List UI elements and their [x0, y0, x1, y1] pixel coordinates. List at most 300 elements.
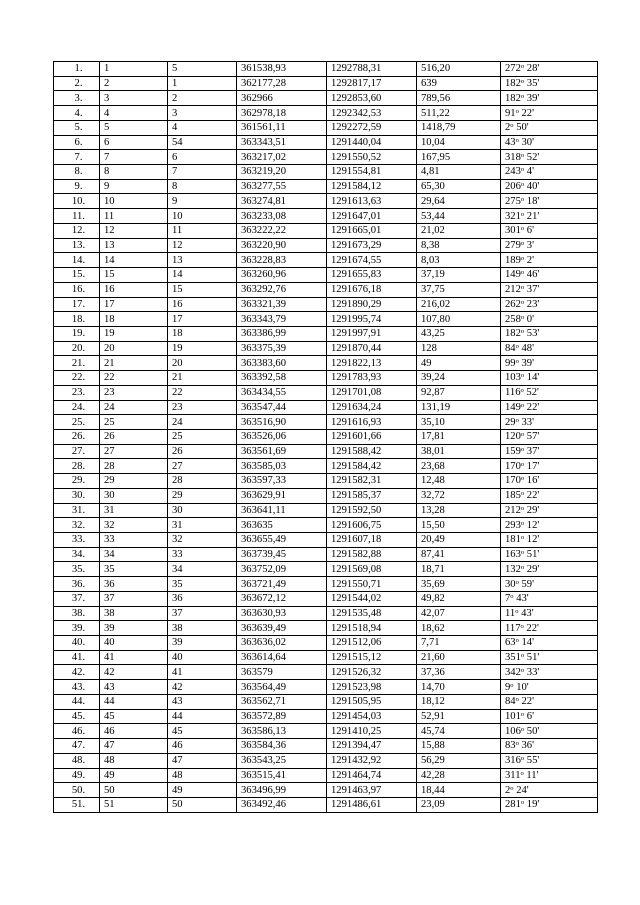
bearing-degrees: 11 [505, 607, 516, 619]
bearing-minutes: 18' [526, 195, 540, 207]
row-number-cell: 35. [54, 562, 100, 577]
coord-y-cell: 1291592,50 [327, 503, 417, 518]
point-from-cell: 38 [100, 606, 168, 621]
distance-cell: 52,91 [417, 709, 501, 724]
table-row [54, 577, 598, 592]
table-row [54, 739, 598, 754]
bearing-degrees: 29 [505, 416, 516, 428]
coord-y-cell: 1291997,91 [327, 326, 417, 341]
bearing-degrees: 181 [505, 534, 521, 546]
bearing-degrees: 321 [505, 210, 521, 222]
row-number-cell: 8. [54, 165, 100, 180]
degree-sign: o [515, 740, 519, 748]
point-from-cell: 2 [100, 76, 168, 91]
distance-cell: 65,30 [417, 179, 501, 194]
bearing-minutes: 6' [526, 225, 535, 237]
point-to-cell: 43 [168, 694, 237, 709]
degree-sign: o [520, 151, 525, 159]
bearing-minutes: 21' [526, 210, 540, 222]
point-from-cell: 19 [100, 326, 168, 341]
bearing-cell [501, 606, 598, 621]
bearing-cell [501, 621, 598, 636]
point-from-cell: 49 [100, 768, 168, 783]
bearing-degrees: 258 [505, 313, 521, 325]
point-from-cell: 10 [100, 194, 168, 209]
coord-x-cell: 363496,99 [237, 783, 327, 798]
coord-x-cell: 363672,12 [237, 591, 327, 606]
table-row [54, 106, 598, 121]
row-number-cell: 48. [54, 753, 100, 768]
point-from-cell: 44 [100, 694, 168, 709]
bearing-degrees: 262 [505, 298, 521, 310]
bearing-minutes: 35' [526, 78, 540, 90]
distance-cell: 49 [417, 356, 501, 371]
coord-x-cell: 363321,39 [237, 297, 327, 312]
distance-cell: 516,20 [417, 62, 501, 77]
bearing-cell [501, 577, 598, 592]
bearing-minutes: 52' [526, 387, 539, 399]
bearing-degrees: 120 [505, 431, 521, 443]
degree-sign: o [515, 416, 519, 424]
degree-sign: o [520, 166, 525, 174]
coord-y-cell: 1291673,29 [327, 238, 417, 253]
table-row [54, 297, 598, 312]
degree-sign: o [520, 563, 525, 571]
distance-cell: 789,56 [417, 91, 501, 106]
coord-x-cell: 363561,69 [237, 444, 327, 459]
point-from-cell: 29 [100, 474, 168, 489]
point-from-cell: 43 [100, 680, 168, 695]
point-to-cell: 32 [168, 533, 237, 548]
bearing-cell [501, 371, 598, 386]
table-row [54, 120, 598, 135]
bearing-cell [501, 238, 598, 253]
coord-y-cell: 1292817,17 [327, 76, 417, 91]
coord-y-cell: 1291783,93 [327, 371, 417, 386]
row-number-cell: 43. [54, 680, 100, 695]
point-to-cell: 22 [168, 385, 237, 400]
bearing-cell [501, 444, 598, 459]
point-to-cell: 3 [168, 106, 237, 121]
point-to-cell: 49 [168, 783, 237, 798]
coord-y-cell: 1291582,88 [327, 547, 417, 562]
coord-y-cell: 1291588,42 [327, 444, 417, 459]
coord-x-cell: 363564,49 [237, 680, 327, 695]
degree-sign: o [520, 446, 525, 454]
coord-x-cell: 363516,90 [237, 415, 327, 430]
coord-x-cell: 363217,02 [237, 150, 327, 165]
row-number-cell: 49. [54, 768, 100, 783]
bearing-minutes: 29' [526, 563, 540, 575]
bearing-cell [501, 636, 598, 651]
point-to-cell: 31 [168, 518, 237, 533]
degree-sign: o [520, 195, 525, 203]
distance-cell: 35,69 [417, 577, 501, 592]
bearing-degrees: 316 [505, 755, 521, 767]
row-number-cell: 28. [54, 459, 100, 474]
bearing-cell [501, 533, 598, 548]
degree-sign: o [520, 490, 525, 498]
coord-x-cell: 363292,76 [237, 282, 327, 297]
coord-x-cell: 363739,45 [237, 547, 327, 562]
distance-cell: 639 [417, 76, 501, 91]
row-number-cell: 6. [54, 135, 100, 150]
degree-sign: o [520, 710, 525, 718]
bearing-degrees: 212 [505, 504, 521, 516]
coord-y-cell: 1291601,66 [327, 429, 417, 444]
bearing-minutes: 55' [526, 755, 540, 767]
bearing-minutes: 4' [526, 166, 535, 178]
bearing-cell [501, 253, 598, 268]
point-from-cell: 7 [100, 150, 168, 165]
row-number-cell: 51. [54, 797, 100, 812]
bearing-degrees: 149 [505, 401, 521, 413]
point-from-cell: 28 [100, 459, 168, 474]
row-number-cell: 46. [54, 724, 100, 739]
coord-y-cell: 1291432,92 [327, 753, 417, 768]
table-row [54, 503, 598, 518]
distance-cell: 37,75 [417, 282, 501, 297]
row-number-cell: 47. [54, 739, 100, 754]
degree-sign: o [520, 298, 525, 306]
table-row [54, 76, 598, 91]
degree-sign: o [520, 622, 524, 630]
row-number-cell: 32. [54, 518, 100, 533]
coord-x-cell: 363629,91 [237, 488, 327, 503]
coord-x-cell: 363515,41 [237, 768, 327, 783]
degree-sign: o [520, 63, 525, 71]
distance-cell: 511,22 [417, 106, 501, 121]
bearing-degrees: 342 [505, 666, 521, 678]
coord-x-cell: 363492,46 [237, 797, 327, 812]
point-from-cell: 45 [100, 709, 168, 724]
point-from-cell: 6 [100, 135, 168, 150]
point-from-cell: 12 [100, 223, 168, 238]
bearing-minutes: 51' [526, 652, 540, 664]
degree-sign: o [515, 578, 519, 586]
distance-cell: 7,71 [417, 636, 501, 651]
table-row [54, 356, 598, 371]
degree-sign: o [520, 401, 525, 409]
distance-cell: 56,29 [417, 753, 501, 768]
bearing-minutes: 29' [526, 504, 540, 516]
point-to-cell: 21 [168, 371, 237, 386]
bearing-minutes: 36' [521, 740, 535, 752]
point-from-cell: 35 [100, 562, 168, 577]
point-to-cell: 39 [168, 636, 237, 651]
degree-sign: o [520, 239, 525, 247]
coord-y-cell: 1291569,08 [327, 562, 417, 577]
bearing-minutes: 23' [526, 298, 540, 310]
degree-sign: o [520, 475, 525, 483]
table-row [54, 709, 598, 724]
point-from-cell: 25 [100, 415, 168, 430]
point-to-cell: 45 [168, 724, 237, 739]
coord-x-cell: 363562,71 [237, 694, 327, 709]
degree-sign: o [515, 343, 519, 351]
bearing-cell [501, 209, 598, 224]
bearing-degrees: 351 [505, 652, 521, 664]
degree-sign: o [520, 460, 525, 468]
bearing-degrees: 2 [505, 122, 511, 134]
bearing-cell [501, 562, 598, 577]
row-number-cell: 30. [54, 488, 100, 503]
point-to-cell: 26 [168, 444, 237, 459]
point-to-cell: 23 [168, 400, 237, 415]
degree-sign: o [520, 652, 525, 660]
coord-y-cell: 1291550,71 [327, 577, 417, 592]
table-row [54, 62, 598, 77]
point-from-cell: 23 [100, 385, 168, 400]
point-from-cell: 46 [100, 724, 168, 739]
point-to-cell: 2 [168, 91, 237, 106]
coord-x-cell: 363222,22 [237, 223, 327, 238]
row-number-cell: 1. [54, 62, 100, 77]
distance-cell: 15,50 [417, 518, 501, 533]
bearing-minutes: 22' [526, 401, 540, 413]
bearing-degrees: 189 [505, 254, 521, 266]
bearing-cell [501, 341, 598, 356]
degree-sign: o [515, 696, 519, 704]
table-row [54, 444, 598, 459]
point-from-cell: 13 [100, 238, 168, 253]
bearing-minutes: 28' [526, 63, 540, 75]
coord-y-cell: 1291515,12 [327, 650, 417, 665]
row-number-cell: 9. [54, 179, 100, 194]
coord-x-cell: 363585,03 [237, 459, 327, 474]
point-to-cell: 5 [168, 62, 237, 77]
coord-x-cell: 363572,89 [237, 709, 327, 724]
degree-sign: o [510, 122, 514, 130]
degree-sign: o [520, 92, 525, 100]
distance-cell: 92,87 [417, 385, 501, 400]
bearing-degrees: 272 [505, 63, 521, 75]
table-row [54, 223, 598, 238]
distance-cell: 43,25 [417, 326, 501, 341]
bearing-degrees: 293 [505, 519, 521, 531]
bearing-minutes: 16' [526, 475, 540, 487]
row-number-cell: 2. [54, 76, 100, 91]
coord-y-cell: 1291634,24 [327, 400, 417, 415]
bearing-minutes: 17' [526, 460, 540, 472]
bearing-cell [501, 680, 598, 695]
table-row [54, 429, 598, 444]
coord-y-cell: 1291655,83 [327, 268, 417, 283]
point-to-cell: 15 [168, 282, 237, 297]
table-row [54, 459, 598, 474]
bearing-degrees: 170 [505, 460, 521, 472]
bearing-degrees: 206 [505, 181, 521, 193]
coord-y-cell: 1292788,31 [327, 62, 417, 77]
bearing-degrees: 182 [505, 92, 521, 104]
table-row [54, 591, 598, 606]
coord-x-cell: 363233,08 [237, 209, 327, 224]
coord-y-cell: 1291523,98 [327, 680, 417, 695]
point-from-cell: 40 [100, 636, 168, 651]
coord-y-cell: 1291394,47 [327, 739, 417, 754]
row-number-cell: 23. [54, 385, 100, 400]
coord-x-cell: 363655,49 [237, 533, 327, 548]
bearing-cell [501, 665, 598, 680]
bearing-degrees: 275 [505, 195, 521, 207]
bearing-minutes: 3' [526, 239, 535, 251]
bearing-degrees: 163 [505, 549, 521, 561]
coord-x-cell: 363641,11 [237, 503, 327, 518]
row-number-cell: 50. [54, 783, 100, 798]
coord-x-cell: 363228,83 [237, 253, 327, 268]
point-from-cell: 47 [100, 739, 168, 754]
point-to-cell: 12 [168, 238, 237, 253]
table-row [54, 371, 598, 386]
bearing-degrees: 91 [505, 107, 516, 119]
bearing-minutes: 46' [526, 269, 540, 281]
coord-x-cell: 363220,90 [237, 238, 327, 253]
row-number-cell: 21. [54, 356, 100, 371]
degree-sign: o [510, 593, 514, 601]
point-from-cell: 21 [100, 356, 168, 371]
bearing-cell [501, 385, 598, 400]
coord-x-cell: 363219,20 [237, 165, 327, 180]
bearing-minutes: 10' [516, 681, 529, 693]
table-row [54, 268, 598, 283]
bearing-cell [501, 312, 598, 327]
row-number-cell: 5. [54, 120, 100, 135]
point-to-cell: 6 [168, 150, 237, 165]
bearing-minutes: 40' [526, 181, 540, 193]
degree-sign: o [520, 431, 525, 439]
point-to-cell: 25 [168, 429, 237, 444]
bearing-degrees: 84 [505, 343, 516, 355]
point-to-cell: 17 [168, 312, 237, 327]
distance-cell: 23,09 [417, 797, 501, 812]
bearing-minutes: 19' [526, 799, 540, 811]
bearing-degrees: 9 [505, 681, 511, 693]
row-number-cell: 3. [54, 91, 100, 106]
distance-cell: 8,38 [417, 238, 501, 253]
row-number-cell: 11. [54, 209, 100, 224]
bearing-cell [501, 223, 598, 238]
degree-sign: o [520, 504, 525, 512]
point-from-cell: 5 [100, 120, 168, 135]
table-row [54, 341, 598, 356]
distance-cell: 29,64 [417, 194, 501, 209]
row-number-cell: 16. [54, 282, 100, 297]
coord-y-cell: 1291606,75 [327, 518, 417, 533]
point-from-cell: 26 [100, 429, 168, 444]
coord-y-cell: 1291518,94 [327, 621, 417, 636]
bearing-degrees: 159 [505, 446, 521, 458]
coord-y-cell: 1291665,01 [327, 223, 417, 238]
table-row [54, 282, 598, 297]
table-row [54, 385, 598, 400]
bearing-degrees: 243 [505, 166, 521, 178]
point-to-cell: 35 [168, 577, 237, 592]
bearing-cell [501, 76, 598, 91]
bearing-degrees: 84 [505, 696, 516, 708]
table-row [54, 194, 598, 209]
bearing-degrees: 2 [505, 784, 511, 796]
bearing-minutes: 30' [521, 136, 535, 148]
row-number-cell: 26. [54, 429, 100, 444]
coord-y-cell: 1291607,18 [327, 533, 417, 548]
point-to-cell: 47 [168, 753, 237, 768]
bearing-cell [501, 400, 598, 415]
table-row [54, 562, 598, 577]
distance-cell: 20,49 [417, 533, 501, 548]
bearing-cell [501, 739, 598, 754]
degree-sign: o [520, 534, 525, 542]
coord-y-cell: 1291454,03 [327, 709, 417, 724]
bearing-minutes: 11' [526, 769, 539, 781]
degree-sign: o [520, 755, 525, 763]
coord-y-cell: 1291505,95 [327, 694, 417, 709]
bearing-cell [501, 415, 598, 430]
coord-x-cell: 362966 [237, 91, 327, 106]
table-row [54, 518, 598, 533]
coordinate-table [53, 61, 598, 813]
bearing-minutes: 0' [526, 313, 535, 325]
table-row [54, 312, 598, 327]
degree-sign: o [520, 181, 525, 189]
coord-x-cell: 361561,11 [237, 120, 327, 135]
point-from-cell: 27 [100, 444, 168, 459]
point-to-cell: 36 [168, 591, 237, 606]
point-to-cell: 42 [168, 680, 237, 695]
degree-sign: o [520, 519, 525, 527]
point-from-cell: 32 [100, 518, 168, 533]
coord-y-cell: 1291584,42 [327, 459, 417, 474]
row-number-cell: 39. [54, 621, 100, 636]
table-row [54, 179, 598, 194]
row-number-cell: 31. [54, 503, 100, 518]
row-number-cell: 13. [54, 238, 100, 253]
point-to-cell: 1 [168, 76, 237, 91]
point-from-cell: 17 [100, 297, 168, 312]
point-to-cell: 18 [168, 326, 237, 341]
point-from-cell: 22 [100, 371, 168, 386]
bearing-degrees: 212 [505, 284, 521, 296]
degree-sign: o [520, 269, 525, 277]
coord-x-cell: 363586,13 [237, 724, 327, 739]
row-number-cell: 24. [54, 400, 100, 415]
bearing-minutes: 22' [526, 622, 539, 634]
bearing-cell [501, 783, 598, 798]
table-row [54, 253, 598, 268]
point-to-cell: 41 [168, 665, 237, 680]
coord-y-cell: 1291410,25 [327, 724, 417, 739]
row-number-cell: 25. [54, 415, 100, 430]
bearing-cell [501, 709, 598, 724]
table-row [54, 665, 598, 680]
point-from-cell: 50 [100, 783, 168, 798]
bearing-degrees: 318 [505, 151, 521, 163]
distance-cell: 39,24 [417, 371, 501, 386]
bearing-minutes: 48' [521, 343, 535, 355]
coord-x-cell: 363543,25 [237, 753, 327, 768]
degree-sign: o [520, 210, 525, 218]
coord-x-cell: 363343,51 [237, 135, 327, 150]
bearing-cell [501, 91, 598, 106]
bearing-cell [501, 62, 598, 77]
bearing-degrees: 281 [505, 799, 521, 811]
degree-sign: o [520, 725, 525, 733]
table-row [54, 150, 598, 165]
bearing-cell [501, 282, 598, 297]
bearing-minutes: 39' [521, 357, 535, 369]
coord-x-cell: 363635 [237, 518, 327, 533]
point-to-cell: 48 [168, 768, 237, 783]
degree-sign: o [515, 637, 519, 645]
